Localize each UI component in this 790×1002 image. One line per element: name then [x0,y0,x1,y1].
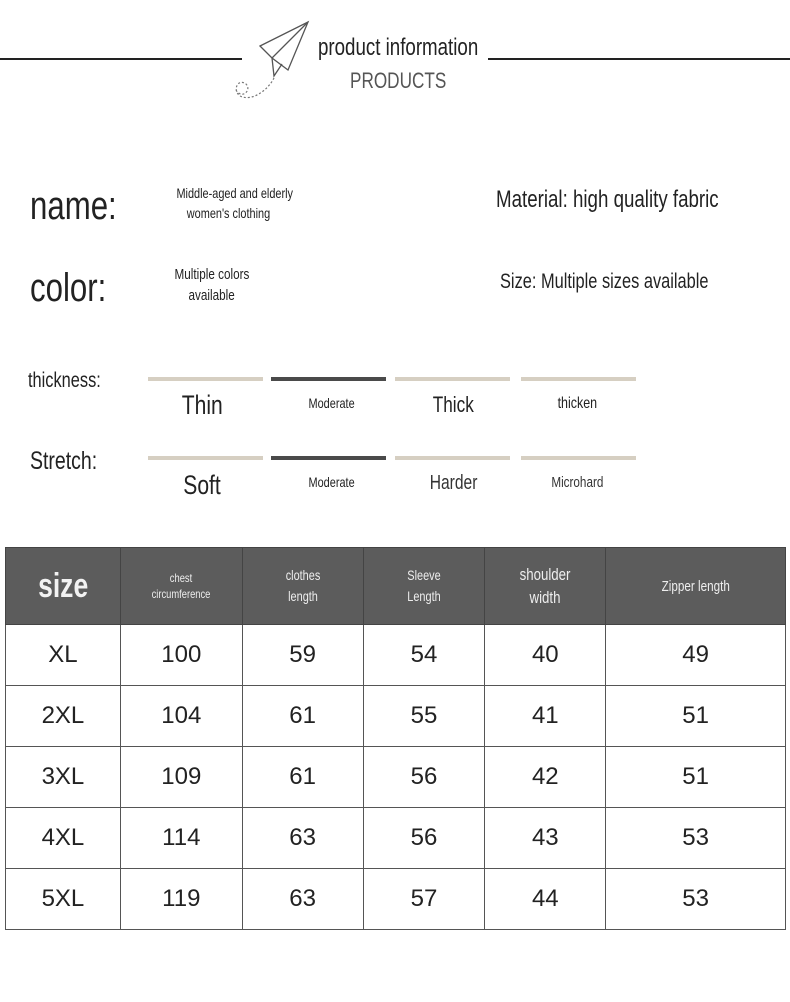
cell-clothes-length: 61 [242,747,363,808]
stretch-bar-soft [148,456,263,460]
cell-sleeve-length: 56 [363,747,485,808]
table-row [6,808,786,869]
size-text: Size: Multiple sizes available [500,270,709,293]
cell-zipper-length: 51 [606,747,786,808]
cell-sleeve-length: 56 [363,808,485,869]
paper-plane-icon [232,20,312,102]
table-row [6,869,786,930]
cell-clothes-length: 63 [242,808,363,869]
stretch-option-moderate: Moderate [308,474,355,490]
thickness-bar-moderate-selected [271,377,386,381]
cell-clothes-length: 59 [242,625,363,686]
thickness-option-thicken: thicken [557,395,598,412]
table-row [6,747,786,808]
cell-shoulder-width: 40 [485,625,606,686]
cell-size: 3XL [6,747,121,808]
cell-zipper-length: 53 [606,808,786,869]
col-header-sleeve-length: Sleeve Length [363,548,485,625]
cell-chest: 114 [120,808,242,869]
table-header-row [6,548,786,625]
cell-size: 5XL [6,869,121,930]
thickness-bar-thin [148,377,263,381]
cell-clothes-length: 61 [242,686,363,747]
header-rule-left [0,58,242,60]
stretch-label: Stretch: [30,447,98,475]
name-value: Middle-aged and elderly women's clothing [176,185,293,221]
cell-shoulder-width: 44 [485,869,606,930]
cell-sleeve-length: 54 [363,625,485,686]
cell-sleeve-length: 55 [363,686,485,747]
cell-zipper-length: 49 [606,625,786,686]
cell-chest: 119 [120,869,242,930]
col-header-size: size [6,548,121,625]
stretch-bar-harder [395,456,510,460]
cell-zipper-length: 51 [606,686,786,747]
name-label: name: [30,184,117,228]
material-text: Material: high quality fabric [496,186,719,213]
thickness-option-thick: Thick [433,392,474,417]
thickness-label: thickness: [28,369,101,392]
col-header-clothes-length: clothes length [242,548,363,625]
stretch-option-microhard: Microhard [551,474,604,491]
cell-shoulder-width: 41 [485,686,606,747]
cell-size: 2XL [6,686,121,747]
col-header-chest: chest circumference [120,548,242,625]
col-header-shoulder-width: shoulder width [485,548,606,625]
thickness-option-moderate: Moderate [308,395,355,411]
header-subtitle: PRODUCTS [350,68,447,93]
header-title: product information [318,34,479,61]
table-row [6,686,786,747]
stretch-option-harder: Harder [429,472,478,494]
stretch-bar-microhard [521,456,636,460]
cell-shoulder-width: 42 [485,747,606,808]
cell-clothes-length: 63 [242,869,363,930]
thickness-bar-thick [395,377,510,381]
size-chart-table [5,547,786,930]
thickness-option-thin: Thin [182,390,223,420]
stretch-option-soft: Soft [183,470,222,500]
color-value: Multiple colors available [174,266,250,304]
col-header-zipper-length: Zipper length [606,548,786,625]
color-label: color: [30,266,107,310]
cell-sleeve-length: 57 [363,869,485,930]
cell-chest: 104 [120,686,242,747]
cell-size: 4XL [6,808,121,869]
cell-chest: 109 [120,747,242,808]
thickness-bar-thicken [521,377,636,381]
table-row [6,625,786,686]
header-rule-right [488,58,790,60]
cell-shoulder-width: 43 [485,808,606,869]
cell-size: XL [6,625,121,686]
stretch-bar-moderate-selected [271,456,386,460]
cell-zipper-length: 53 [606,869,786,930]
cell-chest: 100 [120,625,242,686]
